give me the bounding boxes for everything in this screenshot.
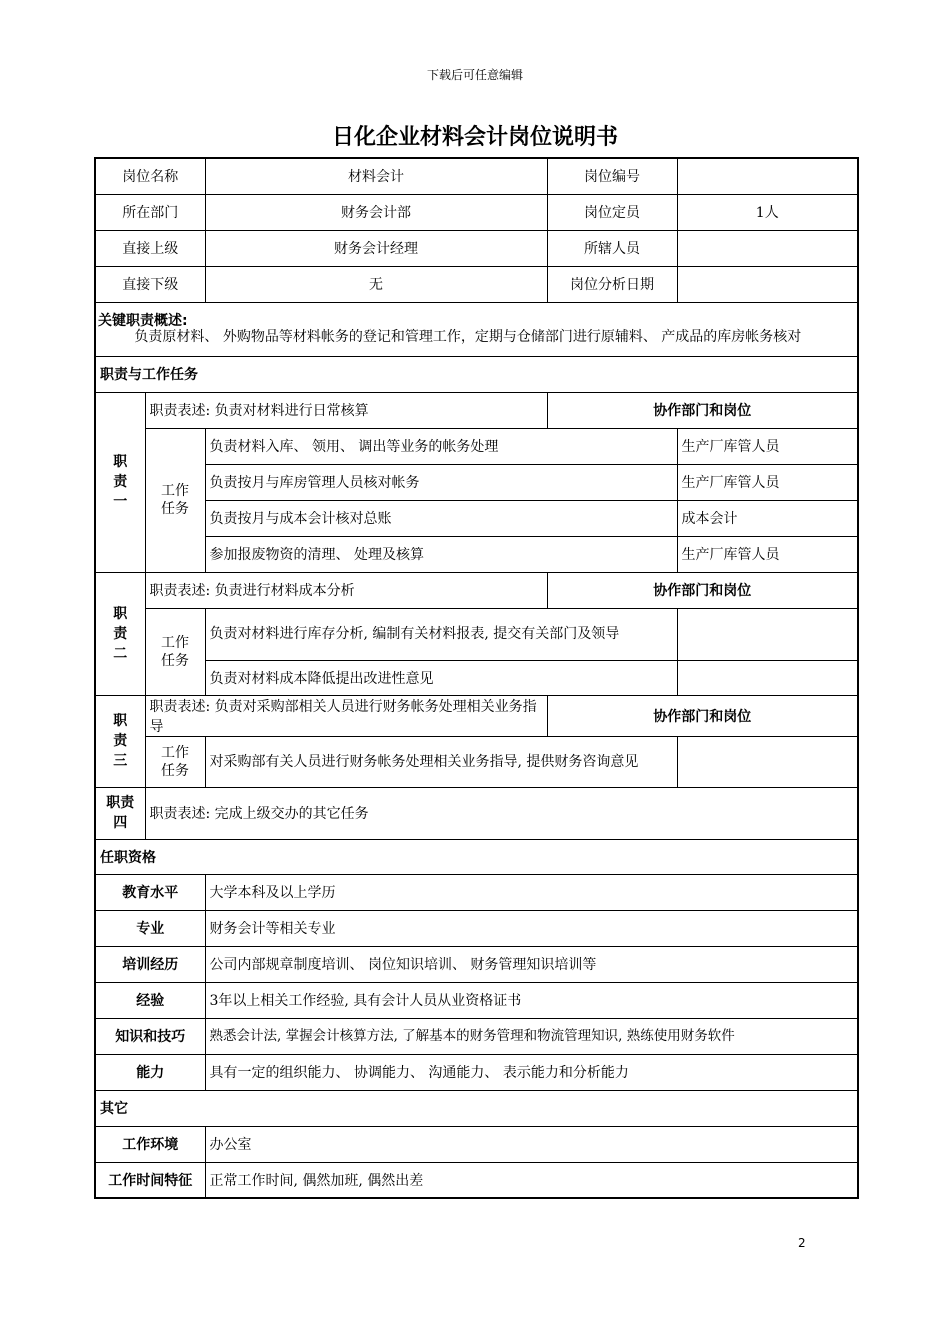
others-row-value: 正常工作时间, 偶然加班, 偶然出差 xyxy=(205,1162,858,1198)
qualification-row xyxy=(95,982,858,1018)
duty-2-statement: 职责表述: 负责进行材料成本分析 xyxy=(145,572,547,608)
task-text: 负责对材料进行库存分析, 编制有关材料报表, 提交有关部门及领导 xyxy=(205,608,677,660)
position-name-label: 岗位名称 xyxy=(95,158,205,194)
others-row-label: 工作环境 xyxy=(95,1126,205,1162)
analysis-date-label: 岗位分析日期 xyxy=(547,266,677,302)
task-row xyxy=(95,608,858,660)
headcount-label: 岗位定员 xyxy=(547,194,677,230)
qualification-label: 经验 xyxy=(95,982,205,1018)
qualification-row xyxy=(95,874,858,910)
department-label: 所在部门 xyxy=(95,194,205,230)
duty-3-label: 职责三 xyxy=(95,695,145,787)
task-coop: 生产厂库管人员 xyxy=(677,536,858,572)
duty-1-label: 职责一 xyxy=(95,392,145,572)
key-summary-label: 关键职责概述: xyxy=(98,312,188,329)
task-text: 参加报废物资的清理、 处理及核算 xyxy=(205,536,677,572)
coop-header: 协作部门和岗位 xyxy=(547,695,858,736)
direct-report-label: 直接下级 xyxy=(95,266,205,302)
task-text: 对采购部有关人员进行财务帐务处理相关业务指导, 提供财务咨询意见 xyxy=(205,736,677,787)
qualification-row xyxy=(95,910,858,946)
page-number: 2 xyxy=(798,1236,806,1250)
qualification-label: 教育水平 xyxy=(95,874,205,910)
duty-4-statement: 职责表述: 完成上级交办的其它任务 xyxy=(145,787,858,839)
task-coop xyxy=(677,608,858,660)
analysis-date-value xyxy=(677,266,858,302)
direct-report-value: 无 xyxy=(205,266,547,302)
qualification-value: 3年以上相关工作经验, 具有会计人员从业资格证书 xyxy=(205,982,858,1018)
task-row xyxy=(95,660,858,695)
department-value: 财务会计部 xyxy=(205,194,547,230)
qualification-value: 公司内部规章制度培训、 岗位知识培训、 财务管理知识培训等 xyxy=(205,946,858,982)
coop-header: 协作部门和岗位 xyxy=(547,572,858,608)
others-row xyxy=(95,1126,858,1162)
task-row xyxy=(95,500,858,536)
task-text: 负责材料入库、 领用、 调出等业务的帐务处理 xyxy=(205,428,677,464)
duty-2-label: 职责二 xyxy=(95,572,145,695)
task-text: 负责按月与成本会计核对总账 xyxy=(205,500,677,536)
subordinates-label: 所辖人员 xyxy=(547,230,677,266)
qualification-row xyxy=(95,1054,858,1090)
section-header-row xyxy=(95,356,858,392)
duty-4-label: 职责四 xyxy=(95,787,145,839)
qualification-value: 具有一定的组织能力、 协调能力、 沟通能力、 表示能力和分析能力 xyxy=(205,1054,858,1090)
task-text: 负责按月与库房管理人员核对帐务 xyxy=(205,464,677,500)
position-name-value: 材料会计 xyxy=(205,158,547,194)
position-code-value xyxy=(677,158,858,194)
task-row xyxy=(95,464,858,500)
work-task-label: 工作任务 xyxy=(145,736,205,787)
task-text: 负责对材料成本降低提出改进性意见 xyxy=(205,660,677,695)
basic-info-row xyxy=(95,194,858,230)
position-code-label: 岗位编号 xyxy=(547,158,677,194)
qualification-value: 大学本科及以上学历 xyxy=(205,874,858,910)
basic-info-row xyxy=(95,266,858,302)
job-description-table xyxy=(94,157,859,1199)
duty-3-statement: 职责表述: 负责对采购部相关人员进行财务帐务处理相关业务指导 xyxy=(145,695,547,736)
others-row-label: 工作时间特征 xyxy=(95,1162,205,1198)
duty-statement-row xyxy=(95,392,858,428)
key-summary-row xyxy=(95,302,858,356)
qualification-label: 能力 xyxy=(95,1054,205,1090)
task-row xyxy=(95,536,858,572)
qualification-label: 知识和技巧 xyxy=(95,1018,205,1054)
coop-header: 协作部门和岗位 xyxy=(547,392,858,428)
superior-value: 财务会计经理 xyxy=(205,230,547,266)
superior-label: 直接上级 xyxy=(95,230,205,266)
subordinates-value xyxy=(677,230,858,266)
headcount-value: 1人 xyxy=(677,194,858,230)
header-note: 下载后可任意编辑 xyxy=(426,68,523,82)
section-header-row xyxy=(95,1090,858,1126)
qualification-row xyxy=(95,1018,858,1054)
task-row xyxy=(95,428,858,464)
duty-1-statement: 职责表述: 负责对材料进行日常核算 xyxy=(145,392,547,428)
qualification-value: 财务会计等相关专业 xyxy=(205,910,858,946)
qualification-value: 熟悉会计法, 掌握会计核算方法, 了解基本的财务管理和物流管理知识, 熟练使用财务软件 xyxy=(205,1018,858,1054)
key-summary-cell xyxy=(95,302,858,356)
duties-section-label: 职责与工作任务 xyxy=(95,356,858,392)
work-task-label: 工作任务 xyxy=(145,428,205,572)
qualification-label: 专业 xyxy=(95,910,205,946)
basic-info-row xyxy=(95,230,858,266)
key-summary-text: 负责原材料、 外购物品等材料帐务的登记和管理工作，定期与仓储部门进行原辅料、 产成品的库房帐务核对 xyxy=(134,328,802,345)
section-header-row xyxy=(95,839,858,874)
task-coop: 成本会计 xyxy=(677,500,858,536)
basic-info-row xyxy=(95,158,858,194)
duty-statement-row xyxy=(95,787,858,839)
duty-statement-row xyxy=(95,572,858,608)
qualification-row xyxy=(95,946,858,982)
task-coop: 生产厂库管人员 xyxy=(677,428,858,464)
task-coop: 生产厂库管人员 xyxy=(677,464,858,500)
others-row xyxy=(95,1162,858,1198)
duty-statement-row xyxy=(95,695,858,736)
qualification-label: 培训经历 xyxy=(95,946,205,982)
task-row xyxy=(95,736,858,787)
document-title: 日化企业材料会计岗位说明书 xyxy=(331,125,618,150)
others-label: 其它 xyxy=(95,1090,858,1126)
task-coop xyxy=(677,660,858,695)
task-coop xyxy=(677,736,858,787)
others-row-value: 办公室 xyxy=(205,1126,858,1162)
work-task-label: 工作任务 xyxy=(145,608,205,695)
qualifications-label: 任职资格 xyxy=(95,839,858,874)
